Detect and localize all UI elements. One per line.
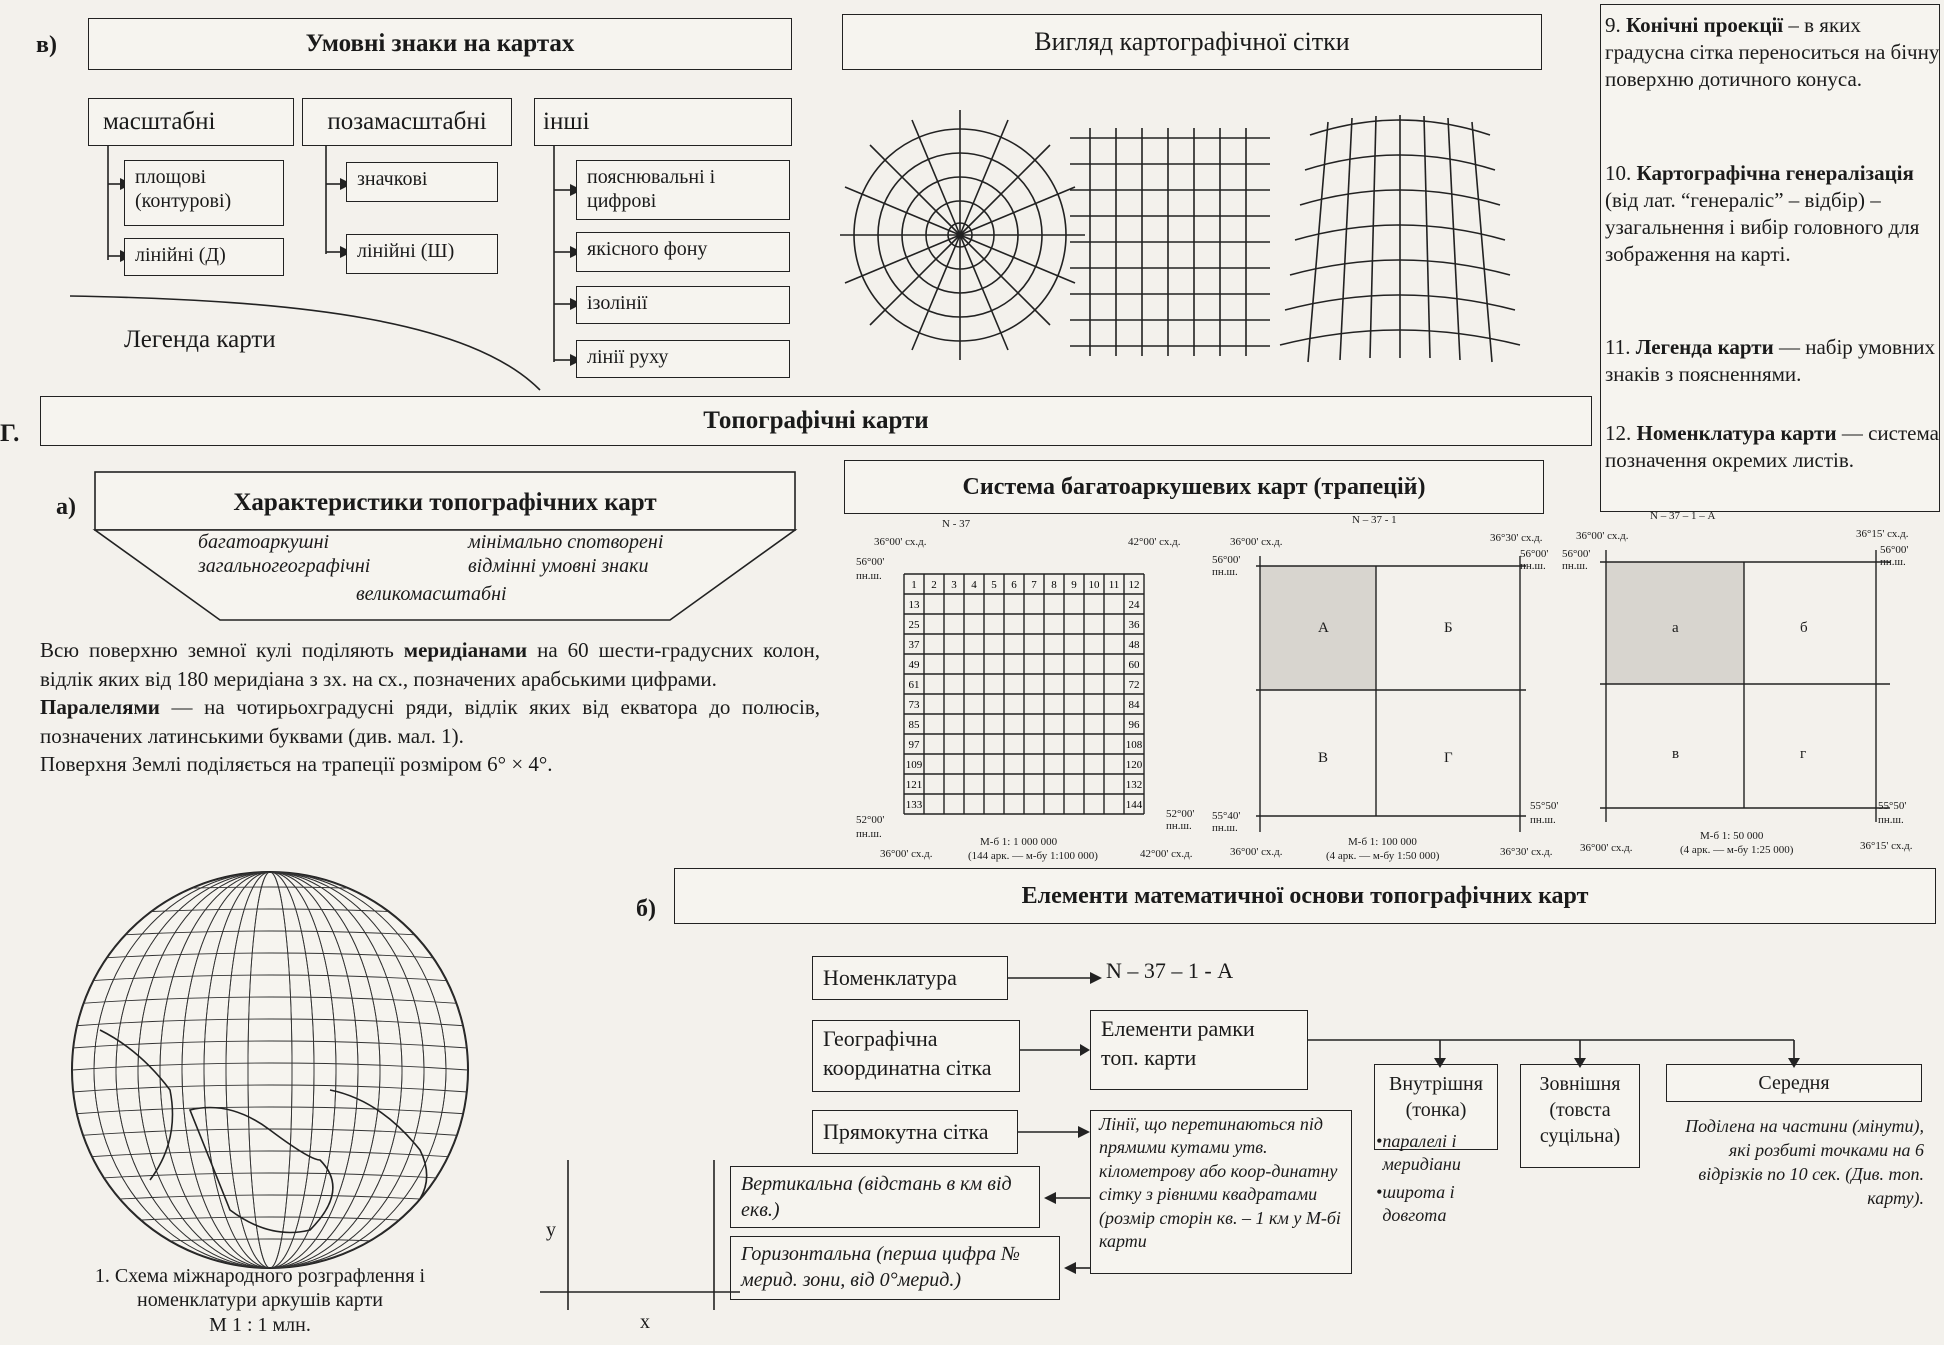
map2-scale: М-б 1: 100 000 [1348, 836, 1417, 848]
map3-coord-br: 36°15' сх.д. [1860, 840, 1913, 852]
frame-elements-box: Елементи рамки топ. карти [1090, 1010, 1308, 1090]
map1-left-number: 97 [908, 739, 920, 751]
definition-9: 9. Конічні проекції – в яких градусна сітка переноситься на бічну поверхню дотичного конуса. [1605, 13, 1940, 91]
map1-name: N - 37 [942, 518, 971, 530]
map3-ppsh-tr: пн.ш. [1880, 556, 1906, 568]
char-large-scale: великомасштабні [356, 583, 507, 605]
map1-right-number: 132 [1125, 779, 1143, 791]
map1-top-number: 8 [1051, 579, 1057, 591]
section-g-tag: Г. [0, 420, 20, 447]
description-text: Всю поверхню земної кулі поділяють меридіанами на 60 шести-градусних колон, відлік яких від 180 меридіана з зх. на сх., позначених арабськими цифрами. Паралелями — на чотирьохградусні ряди, відлік яких від екватора до полюсів, позначених латинськими буквами (див. мал. 1). Поверхня Землі поділяється на трапеції розміром 6° × 4°. [40, 638, 821, 777]
outer-frame-box: Зовнішня (товста суцільна) [1520, 1064, 1640, 1168]
map1-right-number: 48 [1128, 639, 1140, 651]
char-general: загальногеографічні [198, 555, 371, 577]
middle-frame-desc: Поділена на частини (мінути), які розбиті точками на 6 відрізків по 10 сек. (Див. топ. карту). [1685, 1116, 1924, 1209]
map2-coord-bl: 36°00' сх.д. [1230, 846, 1283, 858]
map1-left-number: 133 [905, 799, 923, 811]
sign-area: площові (контурові) [124, 160, 284, 226]
map1-top-number: 7 [1031, 579, 1037, 591]
map1-top-number: 4 [971, 579, 977, 591]
map1-note: (144 арк. — м-бу 1:100 000) [968, 850, 1098, 862]
definition-10: 10. Картографічна генералізація (від лат. “генераліс” – відбір) – узагальнення і вибір головного для зображення на карті. [1605, 161, 1920, 266]
map1-left-number: 73 [908, 699, 920, 711]
map3-note: (4 арк. — м-бу 1:25 000) [1680, 844, 1794, 856]
nomenclature-example: N – 37 – 1 - А [1106, 958, 1234, 983]
map1-ppsh-top: пн.ш. [856, 570, 882, 582]
sign-linear-d: лінійні (Д) [124, 238, 284, 276]
map1-coord-br: 42°00' сх.д. [1140, 848, 1193, 860]
map1-right-number: 60 [1128, 659, 1140, 671]
legend-label: Легенда карти [124, 326, 276, 353]
map3-scale: М-б 1: 50 000 [1700, 830, 1764, 842]
conventional-signs-title: Умовні знаки на картах [88, 18, 792, 70]
map1-left-number: 109 [905, 759, 923, 771]
sign-quality-bg: якісного фону [576, 232, 790, 272]
map1-scale: М-б 1: 1 000 000 [980, 836, 1058, 848]
characteristics-title: Характеристики топографічних карт [233, 489, 657, 516]
axis-y-label: у [546, 1219, 556, 1241]
map1-left-number: 37 [908, 639, 920, 651]
inner-frame-box: Внутрішня (тонка) [1374, 1064, 1498, 1150]
map1-lat-bottom-right: 52°00' [1166, 808, 1195, 820]
globe-caption: 1. Схема міжнародного розграфлення і номенклатури аркушів карти М 1 : 1 млн. [94, 1265, 426, 1336]
map3-ppsh-br: пн.ш. [1878, 814, 1904, 826]
sign-linear-sh: лінійні (Ш) [346, 234, 498, 274]
map1-top-number: 9 [1071, 579, 1077, 591]
char-multisheet: багатоаркушні [198, 531, 330, 553]
inner-item-1: широта і довгота [1382, 1181, 1455, 1226]
map3-lat-br: 55°50' [1878, 800, 1907, 812]
map1-right-number: 72 [1128, 679, 1140, 691]
definition-11: 11. Легенда карти — набір умовних знаків з поясненнями. [1605, 335, 1935, 386]
map1-right-number: 84 [1128, 699, 1140, 711]
map1-top-number: 5 [991, 579, 997, 591]
section-v-tag: в) [36, 32, 57, 58]
map3-ppsh-bl: пн.ш. [1530, 814, 1556, 826]
math-basis-title: Елементи математичної основи топографічних карт [674, 868, 1936, 924]
topographic-maps-title: Топографічні карти [40, 396, 1592, 446]
geo-grid-box: Географічна координатна сітка [812, 1020, 1020, 1092]
map3-coord-tl: 36°00' сх.д. [1576, 530, 1629, 542]
map1-right-number: 120 [1125, 759, 1143, 771]
sign-motion-lines: лінії руху [576, 340, 790, 378]
map2-cell-v: В [1318, 750, 1329, 766]
map3-lat-tl: 56°00' [1520, 548, 1549, 560]
map1-coord-tr: 42°00' сх.д. [1128, 536, 1181, 548]
map1-top-number: 2 [931, 579, 937, 591]
map3-lat-bl: 55°50' [1530, 800, 1559, 812]
map2-lat-bottom: 55°40' [1212, 810, 1241, 822]
inner-item-0: паралелі і меридіани [1382, 1131, 1461, 1175]
map2-coord-br: 36°30' сх.д. [1500, 846, 1553, 858]
map1-left-number: 13 [908, 599, 920, 611]
group-other-title: інші [534, 98, 792, 146]
char-distinct-signs: відмінні умовні знаки [468, 555, 649, 577]
group-scale-title: масштабні [88, 98, 294, 146]
map3-cell-g: г [1800, 746, 1807, 762]
map1-left-number: 85 [908, 719, 920, 731]
middle-frame-box: Середня [1666, 1064, 1922, 1102]
map3-ppsh-tl: пн.ш. [1520, 560, 1546, 572]
map1-right-number: 108 [1125, 739, 1143, 751]
map1-top-number: 11 [1108, 579, 1120, 591]
map3-cell-a: а [1672, 620, 1679, 636]
map1-lat-top: 56°00' [856, 556, 885, 568]
math-basis-tag: б) [636, 896, 656, 922]
map1-top-number: 10 [1088, 579, 1100, 591]
map2-ppsh-top: пн.ш. [1212, 566, 1238, 578]
nomenclature-box: Номенклатура [812, 956, 1008, 1000]
map3-coord-tr: 36°15' сх.д. [1856, 528, 1909, 540]
map2-lat-top: 56°00' [1212, 554, 1241, 566]
map1-lat-bottom: 52°00' [856, 814, 885, 826]
map1-right-number: 24 [1128, 599, 1140, 611]
definition-12: 12. Номенклатура карти — система позначення окремих листів. [1605, 421, 1939, 472]
sign-explanatory: пояснювальні і цифрові [576, 160, 790, 220]
vertical-box: Вертикальна (відстань в км від екв.) [730, 1166, 1040, 1228]
map2-lat-top-right: 56°00' [1562, 548, 1591, 560]
map1-right-number: 144 [1125, 799, 1143, 811]
map2-ppsh-bottom: пн.ш. [1212, 822, 1238, 834]
map1-right-number: 96 [1128, 719, 1140, 731]
map1-left-number: 121 [905, 779, 923, 791]
map1-top-number: 6 [1011, 579, 1017, 591]
map1-top-number: 12 [1128, 579, 1140, 591]
map2-name: N – 37 - 1 [1352, 514, 1397, 526]
map1-top-number: 3 [951, 579, 957, 591]
map3-coord-bl: 36°00' сх.д. [1580, 842, 1633, 854]
rect-grid-box: Прямокутна сітка [812, 1110, 1018, 1154]
map1-top-number: 1 [911, 579, 917, 591]
map1-right-number: 36 [1128, 619, 1140, 631]
map3-cell-b: б [1800, 620, 1808, 636]
multisheet-title: Система багатоаркушевих карт (трапецій) [844, 460, 1544, 514]
char-min-distortion: мінімально спотворені [468, 531, 664, 553]
map2-coord-tr: 36°30' сх.д. [1490, 532, 1543, 544]
bullet-icon: • [1376, 1131, 1383, 1151]
group-nonscale-title: позамасштабні [302, 98, 512, 146]
sign-point: значкові [346, 162, 498, 202]
map3-name: N – 37 – 1 – А [1650, 510, 1716, 522]
map2-cell-b: Б [1444, 620, 1453, 636]
horizontal-box: Горизонтальна (перша цифра № мерид. зони, від 0°мерид.) [730, 1236, 1060, 1300]
map1-left-number: 61 [908, 679, 920, 691]
map1-left-number: 49 [908, 659, 920, 671]
map1-coord-tl: 36°00' сх.д. [874, 536, 927, 548]
map2-ppsh-top-right: пн.ш. [1562, 560, 1588, 572]
map1-ppsh-bottom-right: пн.ш. [1166, 820, 1192, 832]
rect-grid-desc: Лінії, що перетинаються під прямими кутами утв. кілометрову або коор-динатну сітку з рівними квадратами (розмір сторін кв. – 1 км у М-бі карти [1090, 1110, 1352, 1274]
axis-x-label: х [640, 1311, 650, 1333]
map3-lat-tr: 56°00' [1880, 544, 1909, 556]
bullet-icon: • [1376, 1181, 1383, 1202]
map1-ppsh-bottom: пн.ш. [856, 828, 882, 840]
characteristics-tag: а) [56, 494, 76, 520]
map2-note: (4 арк. — м-бу 1:50 000) [1326, 850, 1440, 862]
map2-cell-a: А [1318, 620, 1329, 636]
map2-cell-g: Г [1444, 750, 1453, 766]
grid-view-title: Вигляд картографічної сітки [842, 14, 1542, 70]
map3-cell-v: в [1672, 746, 1680, 762]
map1-coord-bl: 36°00' сх.д. [880, 848, 933, 860]
sign-isolines: ізолінії [576, 286, 790, 324]
map1-left-number: 25 [908, 619, 920, 631]
map2-coord-tl: 36°00' сх.д. [1230, 536, 1283, 548]
